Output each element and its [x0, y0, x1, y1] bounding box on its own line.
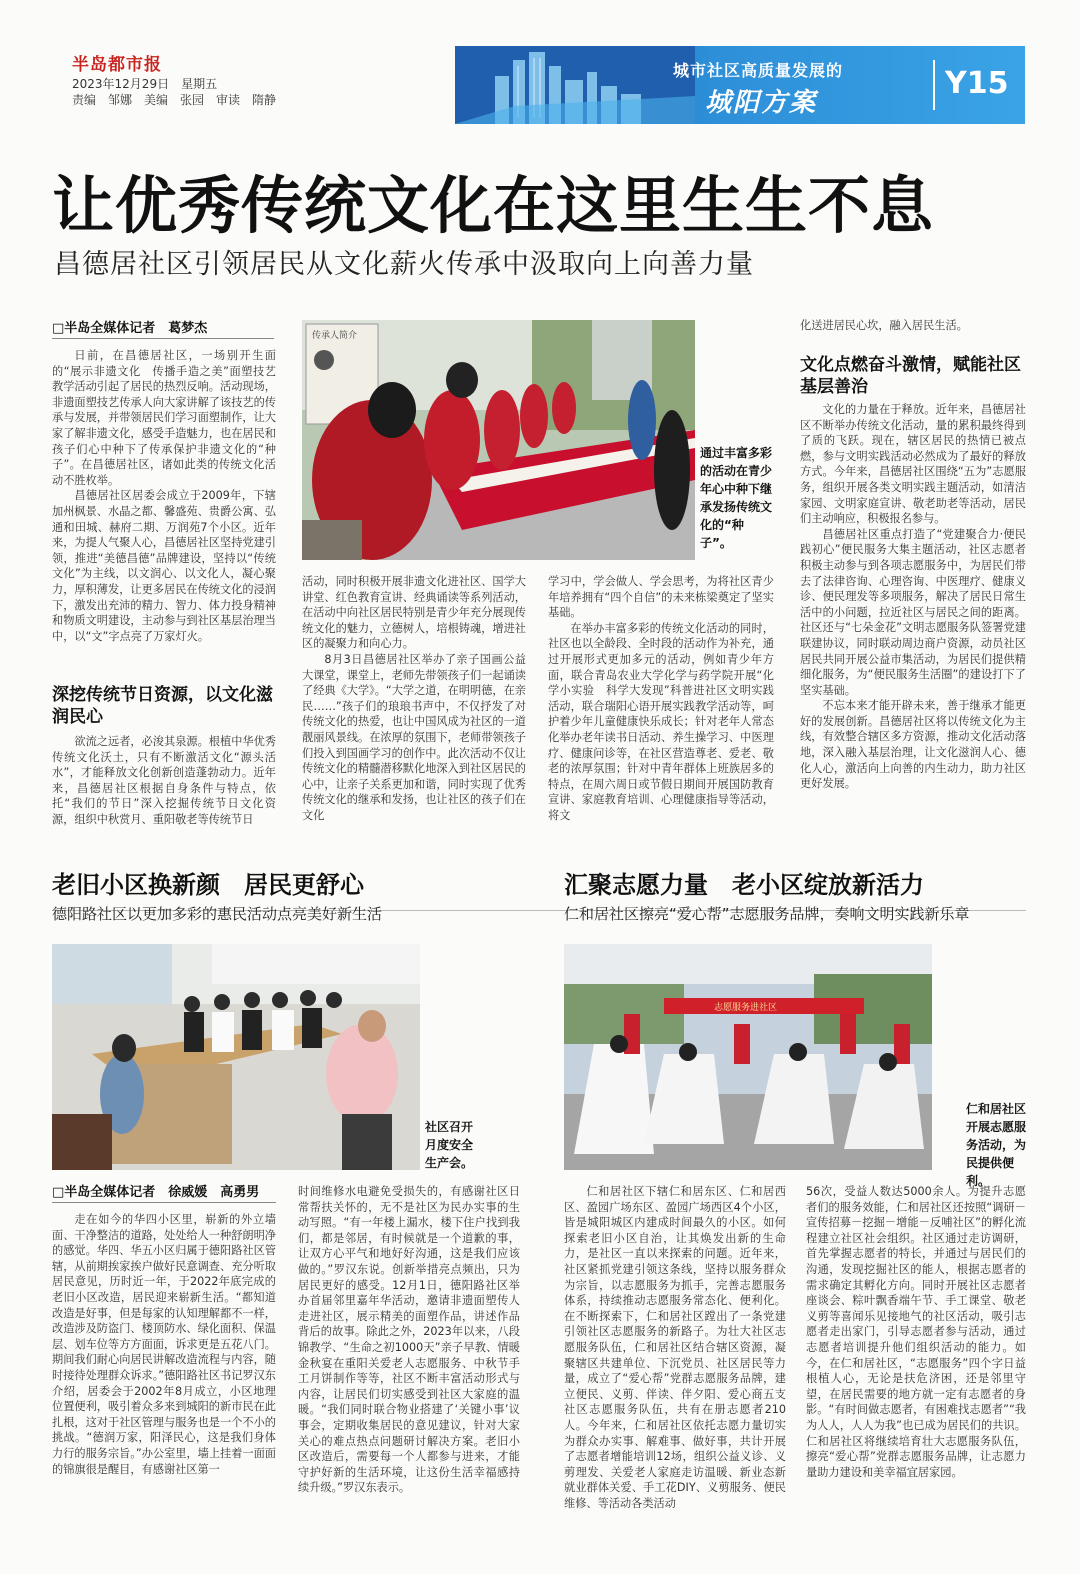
banner-line1: 城市社区高质量发展的 [673, 61, 844, 80]
paragraph: 时间维修水电避免受损失的，有感谢社区日常帮扶关怀的，无不是社区为民办实事的生动写照。“有一年楼上漏水，楼下住户找到我们，都是邻居，有时候就是一个道歉的事，让双方心平气和地好好沟通，这是我们应该做的。”罗汉东说。创新举措亮点频出，只为居民更好的感受。12月1日，德阳路社区举办首届邻里嘉年华活动，邀请非遗面塑传人走进社区，展示精美的面塑作品，讲述作品背后的故事。除此之外，2023年以来，八段锦教学、“生命之初1000天”亲子早教、情暖金秋宴在重阳关爱老人志愿服务、中秋节手工月饼制作等等，社区不断丰富活动形式与内容，让居民们切实感受到社区大家庭的温暖。“我们同时联合物业搭建了‘关键小事’议事会，定期收集居民的意见建议，针对大家关心的难点热点问题研讨解决方案。老旧小区改造后，需要每一个人都参与进来，才能守护好新的生活环境，让这份生活幸福感持续升级。”罗汉东表示。 [298, 1185, 520, 1495]
main-col4 [800, 402, 1026, 896]
section-heading: 深挖传统节日资源，以文化滋润民心 [52, 685, 273, 727]
main-col4-top [800, 318, 1026, 336]
paragraph: 昌德居社区重点打造了“党建聚合力·便民践初心”便民服务大集主题活动，社区志愿者积极主动参与到各项志愿服务中，为居民们带去了法律咨询、心理咨询、中医理疗、健康义诊、便民理发等多项服务，解决了居民日常生活中的小问题，拉近社区与居民之间的距离。社区还与“七朵金花”文明志愿服务队签署党建联建协议，同时联动周边商户资源，动员社区居民共同开展公益市集活动，为居民们提供精细化服务，为“便民服务生活圈”的建设打下了坚实基础。 [800, 527, 1026, 697]
main-col2 [302, 574, 526, 896]
issue-date: 2023年12月29日 星期五 [72, 77, 218, 91]
paragraph: 昌德居社区居委会成立于2009年，下辖加州枫景、水晶之都、馨盛苑、贵爵公寓、弘通和田城、赫府二期、万润苑7个小区。近年来，为提人气聚人心，昌德居社区坚持党建引领，推进“美德昌德”品牌建设，坚持以“传统文化”为主线，以文润心、以文化人，凝心聚力，厚积薄发，让更多居民在传统文化的浸润下，激发出充沛的精力、智力、体力投身精神和物质文明建设，主动参与到社区基层治理当中，以“文”字点亮了万家灯火。 [52, 489, 276, 643]
paragraph: 化送进居民心坎，融入居民生活。 [800, 319, 968, 332]
left-story-subtitle: 德阳路社区以更加多彩的惠民活动点亮美好新生活 [52, 905, 383, 923]
byline-rule [52, 1202, 276, 1203]
byline: □半岛全媒体记者 葛梦杰 [52, 321, 208, 336]
left-story-byline: □半岛全媒体记者 徐威媛 高勇男 [52, 1185, 260, 1200]
page-title: 让优秀传统文化在这里生生不息 [52, 169, 935, 242]
paragraph: 仁和居社区下辖仁和居东区、仁和居西区、盈园广场东区、盈园广场西区4个小区，皆是城阳城区内建成时间最久的小区。如何探索老旧小区自治，让其焕发出新的生命力，是社区一直以来探索的问题。近年来，社区紧抓党建引领这条线，坚持以服务群众为宗旨，以志愿服务为抓手，完善志愿服务体系，持续推动志愿服务常态化、便利化。在不断探索下，仁和居社区蹚出了一条党建引领社区志愿服务的新路子。为壮大社区志愿服务队伍，仁和居社区结合辖区资源，凝聚辖区共建单位、下沉党员、社区居民等力量，成立了“爱心帮”党群志愿服务品牌，建立便民、义剪、伴读、伴夕阳、爱心商五支社区志愿服务队伍，共有在册志愿者210人。今年来，仁和居社区依托志愿力量切实为群众办实事、解难事、做好事，共计开展了志愿者增能培训12场，组织公益义诊、义剪理发、关爱老人家庭走访温暖、新业态新就业群体关爱、手工花DIY、义剪服务、便民维修、等活动各类活动 [564, 1185, 786, 1510]
paragraph: 欲流之远者，必浚其泉源。根植中华优秀传统文化沃土，只有不断激活文化“源头活水”，才能释放文化创新创造蓬勃动力。近年来，昌德居社区根据自身条件与特点，依托“我们的节日”深入挖掘传统节日文化资源，组织中秋赏月、重阳敬老等传统节日 [52, 735, 276, 826]
left-story-col2 [298, 1184, 520, 1528]
city-skyline-icon [455, 46, 695, 124]
right-story-col1 [564, 1184, 786, 1528]
paragraph: 文化的力量在于释放。近年来，昌德居社区不断举办传统文化活动，量的累积最终得到了质的飞跃。现在，辖区居民的热情已被点燃，参与文明实践活动必然成为了最好的释放方式。今年来，昌德居社区围绕“五为”志愿服务，组织开展各类文明实践主题活动，如清洁家园、文明家庭宣讲、敬老助老等活动，居民们主动响应，积极报名参与。 [800, 403, 1026, 526]
section-banner [455, 46, 1025, 124]
masthead-meta [72, 76, 276, 108]
paragraph: 学习中，学会做人、学会思考，为将社区青少年培养拥有“四个自信”的未来栋梁奠定了坚实基础。 [548, 575, 774, 620]
editor-credits: 责编 邹娜 美编 张园 审读 隋静 [72, 93, 277, 107]
paragraph: 56次，受益人数达5000余人。为提升志愿者们的服务效能，仁和居社区还按照“调研－宣传招募－挖掘－增能－反哺社区”的孵化流程建立社区社会组织。社区通过走访调研，首先掌握志愿者的特长，并通过与居民们的沟通，发现挖掘社区的能人，根据志愿者的需求确定其孵化方向。同时开展社区志愿者座谈会、粽叶飘香端午节、手工课堂、敬老义剪等喜闻乐见接地气的社区活动，吸引志愿者走出家门，引导志愿者参与活动，通过志愿者培训提升他们组织活动的能力。如今，在仁和居社区，“志愿服务”四个字日益根植人心，无论是扶危济困，还是邻里守望，在居民需要的地方就一定有志愿者的身影。“有时间做志愿者，有困难找志愿者”“我为人人，人人为我”也已成为居民们的共识。仁和居社区将继续培育壮大志愿服务队伍，擦亮“爱心帮”党群志愿服务品牌，让志愿力量助力建设和美幸福宜居家园。 [806, 1185, 1026, 1479]
main-photo-caption: 通过丰富多彩的活动在青少年心中种下继承发扬传统文化的“种子”。 [700, 446, 773, 550]
photo-banner-text: 志愿服务进社区 [714, 1003, 778, 1013]
main-photo [302, 320, 695, 560]
page-subtitle: 昌德居社区引领居民从文化薪火传承中汲取向上向善力量 [54, 249, 754, 280]
paragraph: 不忘本来才能开辟未来，善于继承才能更好的发展创新。昌德居社区将以传统文化为主线，有效整合辖区多方资源，推动文化活动落地，深入融入基层治理，让文化滋润人心、德化人心，激活向上向善的内生动力，助力社区更好发展。 [800, 699, 1026, 791]
left-story-photo [52, 944, 420, 1170]
painting-class-photo [302, 320, 695, 560]
paragraph: 日前，在昌德居社区，一场别开生面的“展示非遗文化 传播手造之美”面塑技艺教学活动引起了居民的热烈反响。活动现场，非遗面塑技艺传承人向大家讲解了该技艺的传承与发展，并带领居民们学习面塑制作，让大家了解非遗文化，感受手造魅力，也在居民和孩子们心中种下了传承保护非遗文化的“种子”。在昌德居社区，诸如此类的传统文化活动不胜枚举。 [52, 349, 276, 487]
main-col1-top [52, 348, 276, 678]
paragraph: 活动，同时积极开展非遗文化进社区、国学大讲堂、红色教育宣讲、经典诵读等系列活动，在活动中向社区居民特别是青少年充分展现传统文化的魅力，立德树人，培根铸魂，增进社区的凝聚力和向心力。 [302, 575, 526, 651]
paragraph: 走在如今的华四小区里，崭新的外立墙面、干净整洁的道路，处处给人一种舒朗明净的感觉。华四、华五小区归属于德阳路社区管辖，从前期挨家挨户做好民意调查、充分听取居民意见，历时近一年，于2022年底完成的老旧小区改造，居民迎来崭新生活。“都知道改造是好事，但是每家的认知理解都不一样，改造涉及防盗门、楼顶防水、绿化面积、保温层、划车位等方方面面，诉求更是五花八门。期间我们耐心向居民讲解改造流程与内容，随时接待处理群众诉求。”德阳路社区书记罗汉东介绍，居委会于2002年8月成立，小区地理位置便利，吸引着众多来到城阳的新市民在此扎根，这对于社区管理与服务也是一个不小的挑战。“德润万家，阳泽民心，这是我们身体力行的服务宗旨。”办公室里，墙上挂着一面面的锦旗很是醒目，有感谢社区第一 [52, 1213, 276, 1476]
paragraph: 8月3日昌德居社区举办了亲子国画公益大课堂，课堂上，老师先带领孩子们一起诵读了经典《大学》。“大学之道，在明明德，在亲民……”孩子们的琅琅书声中，不仅抒发了对传统文化的热爱，也让中国风成为社区的一道靓丽风景线。在浓厚的氛围下，老师带领孩子们投入到国画学习的创作中。此次活动不仅让传统文化的精髓潜移默化地深入到社区居民的心中，让亲子关系更加和谐，同时实现了优秀传统文化的继承和发扬，也让社区的孩子们在文化 [302, 652, 526, 822]
byline-rule [52, 338, 274, 339]
photo-board-text: 传承人简介 [312, 331, 358, 341]
right-story-photo-caption: 仁和居社区开展志愿服务活动，为民提供便利。 [966, 1102, 1027, 1188]
banner-line2: 城阳方案 [705, 88, 818, 118]
left-story-col1 [52, 1212, 276, 1528]
meeting-photo [52, 944, 420, 1170]
page-number: Y15 [945, 66, 1009, 101]
section-heading: 文化点燃奋斗激情，赋能社区基层善治 [800, 355, 1021, 397]
banner-divider [933, 60, 935, 110]
right-story-col2 [806, 1184, 1026, 1528]
main-col3 [548, 574, 774, 896]
left-story-title: 老旧小区换新颜 居民更舒心 [52, 871, 364, 899]
paragraph: 在举办丰富多彩的传统文化活动的同时，社区也以全龄段、全时段的活动作为补充，通过开展形式更加多元的活动，例如青少年方面，联合青岛农业大学化学与药学院开展“化学小实验 科学大发现”科普进社区文明实践活动，联合瑞阳心语开展实践教学活动等，呵护着少年儿童健康快乐成长；针对老年人常态化举办老年读书日活动、养生操学习、中医理疗、健康问诊等，在社区营造尊老、爱老、敬老的浓厚氛围；针对中青年群体上班族居多的特点，在周六周日或节假日期间开展国防教育宣讲、家庭教育培训、心理健康指导等活动，将文 [548, 621, 774, 822]
haircut-service-photo [564, 944, 932, 1170]
left-story-photo-caption: 社区召开月度安全生产会。 [425, 1120, 474, 1170]
newspaper-logo: 半岛都市报 [72, 55, 162, 75]
right-story-title: 汇聚志愿力量 老小区绽放新活力 [564, 871, 924, 899]
right-story-photo [564, 944, 932, 1170]
right-story-subtitle: 仁和居社区擦亮“爱心帮”志愿服务品牌，奏响文明实践新乐章 [564, 905, 970, 923]
